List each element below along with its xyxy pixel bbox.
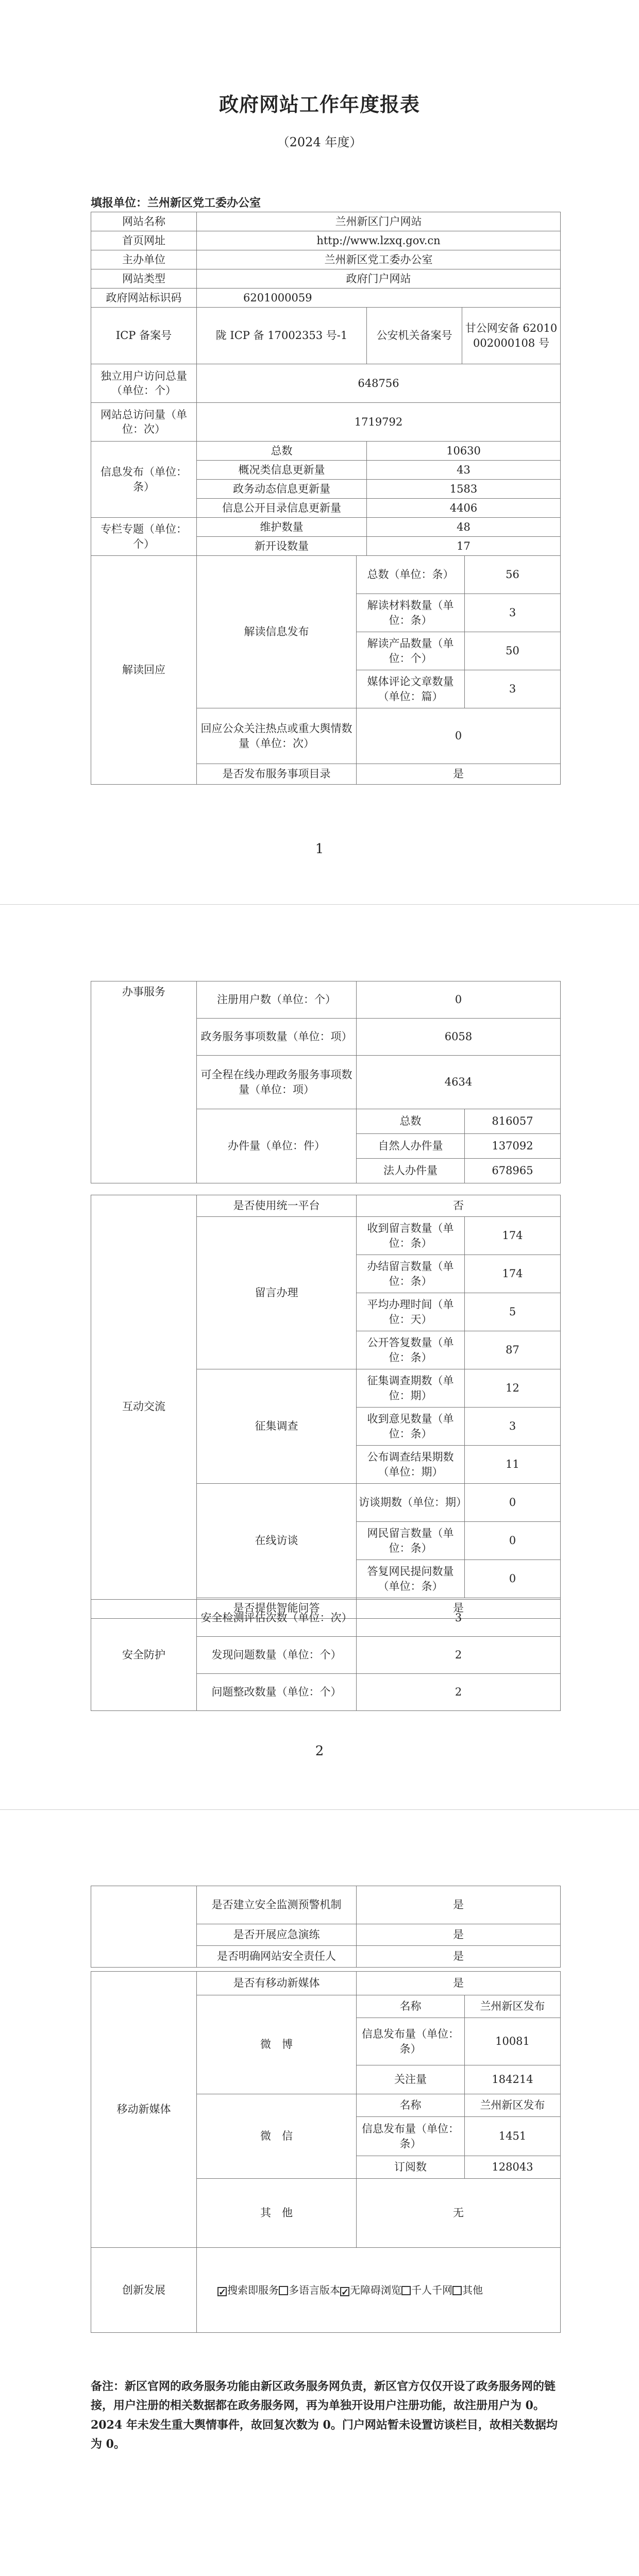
interp-product: 50 [465,632,561,670]
cell-label: 是否使用统一平台 [197,1195,357,1217]
cell-label: 信息发布（单位：条） [91,442,197,518]
cell-label: 征集调查期数（单位：期） [357,1369,465,1408]
cases-legal: 678965 [465,1159,561,1183]
other-media: 无 [357,2179,561,2248]
cell-label: 注册用户数（单位：个） [197,981,357,1019]
checkbox-icon[interactable] [340,2287,349,2296]
cell-label: 解读信息发布 [197,556,357,708]
cell-label: 新开设数量 [197,537,367,556]
smart-qa: 是 [357,1598,561,1619]
site-name: 兰州新区门户网站 [197,212,561,231]
cell-label: 公布调查结果期数（单位：期） [357,1446,465,1484]
registered-users: 0 [357,981,561,1019]
cell-label: 移动新媒体 [91,1972,197,2248]
page-number: 1 [315,841,324,857]
info-overview: 43 [367,461,561,480]
unique-visitors: 648756 [197,364,561,403]
cell-label: 关注量 [357,2065,465,2094]
issues-found: 2 [357,1637,561,1674]
table-innovation [91,2247,561,2333]
cell-label: 独立用户访问总量（单位：个） [91,364,197,403]
cell-label: 解读材料数量（单位：条） [357,594,465,632]
info-dynamic: 1583 [367,480,561,499]
online-items: 4634 [357,1056,561,1109]
info-open: 4406 [367,499,561,518]
cell-label: 法人办件量 [357,1159,465,1183]
cell-label: 专栏专题（单位：个） [91,518,197,556]
report-year: （2024 年度） [277,135,362,149]
cell-label: 安全检测评估次数（单位：次） [197,1600,357,1637]
checkbox-icon[interactable] [217,2287,227,2296]
cell-label: 政府网站标识码 [91,289,197,308]
cell-label: 网民留言数量（单位：条） [357,1522,465,1560]
weibo-follow: 184214 [465,2065,561,2094]
cell-label: 可全程在线办理政务服务事项数量（单位：项） [197,1056,357,1109]
checkbox-icon[interactable] [452,2286,462,2295]
security-evaluations: 3 [357,1600,561,1637]
table-safety-mechanism [91,1886,561,1968]
table-office-service [91,981,561,1183]
cell-label: 信息公开目录信息更新量 [197,499,367,518]
cell-label: 是否开展应急演练 [197,1924,357,1946]
hot-response: 0 [357,708,561,764]
cell-label: 回应公众关注热点或重大舆情数量（单位：次） [197,708,357,764]
msg-public: 87 [465,1331,561,1369]
cell-label: 总数（单位：条） [357,556,465,594]
police-number: 甘公网安备 62010002000108 号 [462,308,561,364]
table-info-publish [91,441,561,556]
reporting-unit: 填报单位：兰州新区党工委办公室 [91,196,261,210]
checkbox-icon[interactable] [279,2286,288,2295]
topic-new: 17 [367,537,561,556]
msg-received: 174 [465,1217,561,1255]
survey-count: 12 [465,1369,561,1408]
cell-label: 互动交流 [91,1195,197,1619]
cell-label: 问题整改数量（单位：个） [197,1674,357,1711]
cell-label: 办结留言数量（单位：条） [357,1255,465,1293]
page-number: 2 [315,1743,324,1759]
unified-platform: 否 [357,1195,561,1217]
cell-label: 发现问题数量（单位：个） [197,1637,357,1674]
innov-option-accessible: ✓ 无障碍浏览 [340,2284,401,2296]
icp-number: 陇 ICP 备 17002353 号-1 [197,308,367,364]
table-basic-info [91,212,561,442]
cell-label: 网站类型 [91,269,197,289]
cell-label: 公安机关备案号 [367,308,462,364]
monitor-mechanism: 是 [357,1886,561,1924]
cell-label: 解读回应 [91,556,197,785]
cell-label: 首页网址 [91,231,197,250]
innov-option-search: ✓ 搜索即服务 [217,2284,279,2296]
remarks: 备注：新区官网的政务服务功能由新区政务服务网负责，新区官方仅仅开设了政务服务网的链接，用户注册的相关数据都在政务服务网，再为单独开设用户注册功能，故注册用户为 0。2024 年未发生重大舆情事件，故回复次数为 0。门户网站暂未设置访谈栏目，故相关数据均为 0。 [91,2380,558,2451]
cell-label: 网站总访问量（单位：次） [91,403,197,442]
talk-count: 0 [465,1484,561,1522]
home-url: http://www.lzxq.gov.cn [197,231,561,250]
page-1 [0,0,639,904]
cell-label: 总数 [357,1109,465,1134]
cell-label: 名称 [357,1995,465,2018]
checkbox-icon[interactable] [401,2286,411,2295]
innov-option-other: 其他 [452,2284,483,2296]
site-id: 6201000059 [197,289,561,308]
security-owner: 是 [357,1946,561,1968]
page-3 [0,1810,639,2576]
table-mobile-media [91,1971,561,2248]
cell-label: 自然人办件量 [357,1134,465,1159]
cell-label: 是否发布服务事项目录 [197,764,357,785]
cell-label: 主办单位 [91,250,197,269]
interp-media: 3 [465,670,561,708]
has-mobile: 是 [357,1972,561,1995]
cell-label: 访谈期数（单位：期） [357,1484,465,1522]
page-title: 政府网站工作年度报表 [218,93,420,116]
cell-label: 是否明确网站安全责任人 [197,1946,357,1968]
service-items: 6058 [357,1019,561,1056]
cell-label: 总数 [197,442,367,461]
cell-label: 是否有移动新媒体 [197,1972,357,1995]
wechat-posts: 1451 [465,2117,561,2156]
survey-opinions: 3 [465,1408,561,1446]
cell-label: 收到留言数量（单位：条） [357,1217,465,1255]
site-type: 政府门户网站 [197,269,561,289]
cell-label: 微 信 [197,2094,357,2179]
cell-label: 名称 [357,2094,465,2117]
interp-total: 56 [465,556,561,594]
table-security [91,1599,561,1711]
cell-label: 安全防护 [91,1600,197,1711]
cell-label: 订阅数 [357,2156,465,2179]
cell-label: 是否提供智能问答 [197,1598,357,1619]
page-views: 1719792 [197,403,561,442]
table-interpretation [91,555,561,785]
cell-label: 在线访谈 [197,1484,357,1598]
cell-label: 其 他 [197,2179,357,2248]
interp-material: 3 [465,594,561,632]
talk-answers: 0 [465,1560,561,1598]
cell-label: 信息发布量（单位：条） [357,2018,465,2065]
cell-label: 留言办理 [197,1217,357,1369]
topic-maintain: 48 [367,518,561,537]
cell-blank [91,1886,197,1968]
weibo-name: 兰州新区发布 [465,1995,561,2018]
cell-label: ICP 备案号 [91,308,197,364]
msg-done: 174 [465,1255,561,1293]
cell-label: 办事服务 [91,981,197,1183]
cell-label: 概况类信息更新量 [197,461,367,480]
cell-label: 创新发展 [91,2248,197,2333]
innov-option-multilang: 多语言版本 [279,2284,340,2296]
cell-label: 维护数量 [197,518,367,537]
innov-option-personal: 千人千网 [401,2284,452,2296]
cases-person: 137092 [465,1134,561,1159]
cell-label: 收到意见数量（单位：条） [357,1408,465,1446]
cell-label: 政务动态信息更新量 [197,480,367,499]
page-2 [0,905,639,1809]
cell-label: 网站名称 [91,212,197,231]
cell-label: 信息发布量（单位：条） [357,2117,465,2156]
issues-fixed: 2 [357,1674,561,1711]
cell-label: 办件量（单位：件） [197,1109,357,1183]
host-unit: 兰州新区党工委办公室 [197,250,561,269]
info-total: 10630 [367,442,561,461]
cell-label: 媒体评论文章数量（单位：篇） [357,670,465,708]
cell-label: 是否建立安全监测预警机制 [197,1886,357,1924]
cell-label: 政务服务事项数量（单位：项） [197,1019,357,1056]
table-interaction [91,1195,561,1619]
cell-label: 平均办理时间（单位：天） [357,1293,465,1331]
service-directory: 是 [357,764,561,785]
emergency-drill: 是 [357,1924,561,1946]
cases-total: 816057 [465,1109,561,1134]
msg-days: 5 [465,1293,561,1331]
cell-label: 解读产品数量（单位：个） [357,632,465,670]
survey-results: 11 [465,1446,561,1484]
cell-label: 微 博 [197,1995,357,2094]
wechat-subscribers: 128043 [465,2156,561,2179]
innovation-options [197,2248,561,2333]
wechat-name: 兰州新区发布 [465,2094,561,2117]
cell-label: 公开答复数量（单位：条） [357,1331,465,1369]
weibo-posts: 10081 [465,2018,561,2065]
talk-messages: 0 [465,1522,561,1560]
cell-label: 征集调查 [197,1369,357,1484]
cell-label: 答复网民提问数量（单位：条） [357,1560,465,1598]
